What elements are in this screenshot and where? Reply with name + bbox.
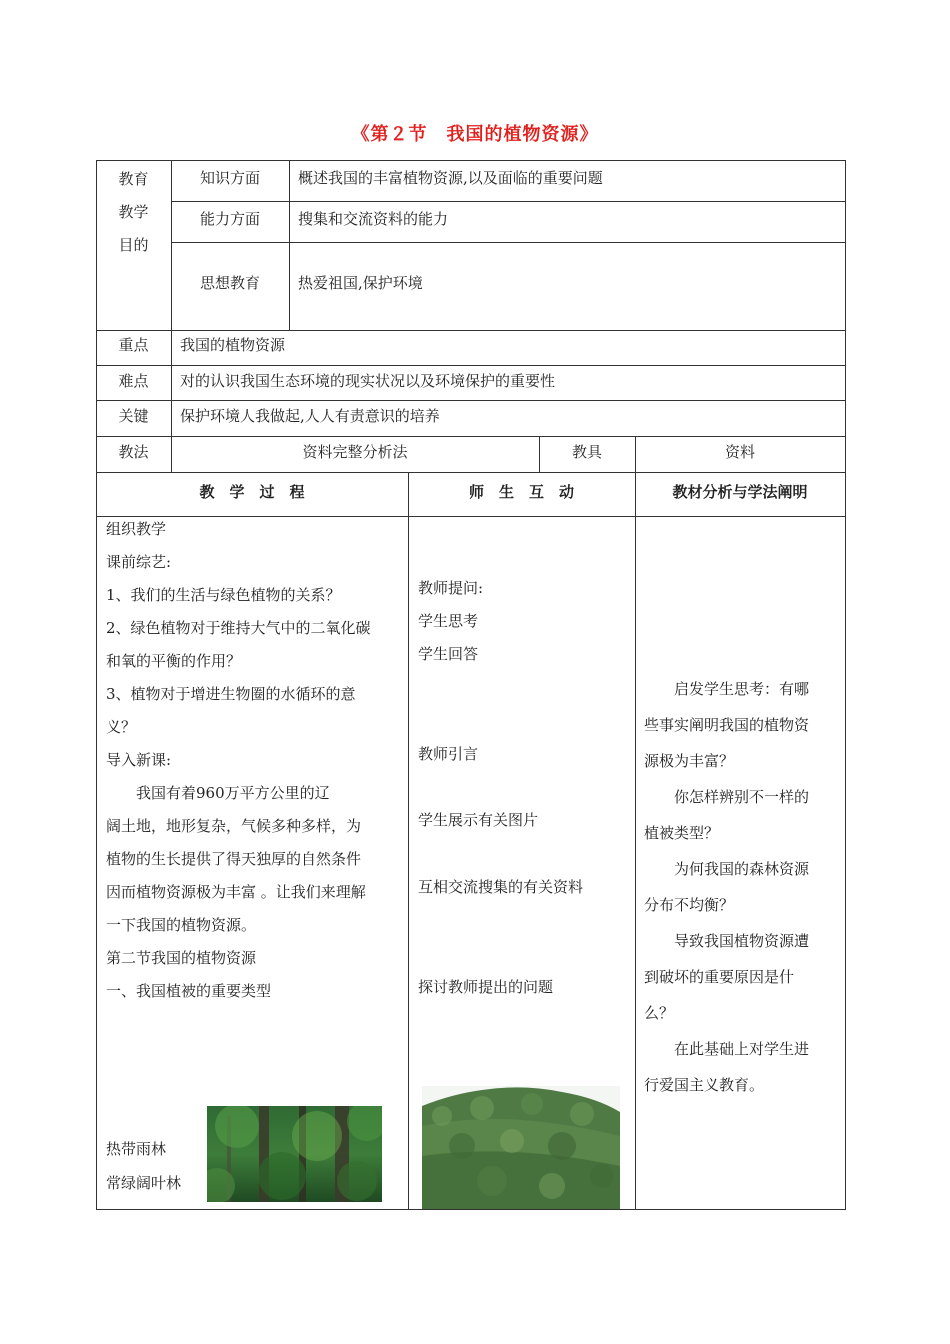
analysis-header: 教材分析与学法阐明 (672, 483, 808, 501)
analysis-line: 到破坏的重要原因是什 (644, 968, 795, 986)
tropical-rainforest-photo (207, 1106, 382, 1202)
process-header: 教 学 过 程 (199, 483, 305, 501)
ability-content: 搜集和交流资料的能力 (298, 210, 449, 228)
veg-type-rainforest: 热带雨林 (106, 1140, 167, 1158)
objectives-label (96, 163, 171, 262)
interaction-item: 探讨教师提出的问题 (418, 978, 554, 996)
analysis-line: 植被类型？ (644, 824, 720, 842)
interaction-item: 学生展示有关图片 (418, 811, 539, 829)
interaction-item: 教师引言 (418, 745, 479, 763)
objectives-label-line: 教育 (118, 170, 149, 188)
knowledge-content: 概述我国的丰富植物资源,以及面临的重要问题 (298, 169, 603, 187)
interaction-item: 互相交流搜集的有关资料 (418, 878, 584, 896)
objectives-label-line: 教学 (118, 203, 149, 221)
page-title: 《第２节 我国的植物资源》 (351, 124, 599, 145)
ability-aspect: 能力方面 (199, 210, 260, 228)
process-line: 组织教学 (106, 520, 167, 538)
analysis-line: 些事实阐明我国的植物资 (644, 716, 810, 734)
key-points-content: 我国的植物资源 (180, 336, 286, 354)
analysis-line: 导致我国植物资源遭 (644, 932, 810, 950)
analysis-column (644, 671, 840, 1103)
interaction-item: 学生回答 (418, 645, 479, 663)
crux-label: 关键 (118, 407, 149, 425)
process-line: 导入新课: (106, 751, 172, 769)
process-line: 2、绿色植物对于维持大气中的二氧化碳 (106, 619, 371, 637)
process-line: 和氧的平衡的作用？ (106, 652, 242, 670)
process-line: 义？ (106, 718, 137, 736)
ideology-aspect: 思想教育 (199, 274, 260, 292)
objectives-label-line: 目的 (118, 236, 149, 254)
process-line: 课前综艺: (106, 553, 172, 571)
method-label: 教法 (118, 443, 149, 461)
interaction-item: 教师提问: (418, 579, 484, 597)
intro-line: 植物的生长提供了得天独厚的自然条件 (106, 850, 362, 868)
difficulty-label: 难点 (118, 372, 149, 390)
intro-line: 我国有着960万平方公里的辽 (106, 784, 330, 802)
analysis-line: 源极为丰富？ (644, 752, 735, 770)
ideology-content: 热爱祖国,保护环境 (298, 274, 423, 292)
tools-content: 资料 (724, 443, 755, 461)
intro-line: 因而植物资源极为丰富 。让我们来理解 (106, 883, 366, 901)
analysis-line: 在此基础上对学生进 (644, 1040, 810, 1058)
analysis-line: 行爱国主义教育。 (644, 1076, 765, 1094)
knowledge-aspect: 知识方面 (199, 169, 260, 187)
intro-line: 一下我国的植物资源。 (106, 916, 257, 934)
interaction-item: 学生思考 (418, 612, 479, 630)
veg-type-evergreen: 常绿阔叶林 (106, 1174, 182, 1192)
interaction-header: 师 生 互 动 (468, 483, 574, 501)
subsection-title: 一、我国植被的重要类型 (106, 982, 272, 1000)
analysis-line: 启发学生思考：有哪 (644, 680, 810, 698)
evergreen-forest-photo (422, 1086, 620, 1209)
tools-label: 教具 (571, 443, 602, 461)
analysis-line: 么？ (644, 1004, 675, 1022)
intro-line: 阔土地，地形复杂，气候多种多样，为 (106, 817, 362, 835)
analysis-line: 你怎样辨别不一样的 (644, 788, 810, 806)
difficulty-content: 对的认识我国生态环境的现实状况以及环境保护的重要性 (180, 372, 556, 390)
process-line: 1、我们的生活与绿色植物的关系？ (106, 586, 341, 604)
section-title: 第二节我国的植物资源 (106, 949, 257, 967)
crux-content: 保护环境人我做起,人人有责意识的培养 (180, 407, 440, 425)
analysis-line: 分布不均衡？ (644, 896, 735, 914)
process-column (106, 513, 402, 1008)
method-content: 资料完整分析法 (302, 443, 408, 461)
key-points-label: 重点 (118, 336, 149, 354)
process-line: 3、植物对于增进生物圈的水循环的意 (106, 685, 356, 703)
analysis-line: 为何我国的森林资源 (644, 860, 810, 878)
